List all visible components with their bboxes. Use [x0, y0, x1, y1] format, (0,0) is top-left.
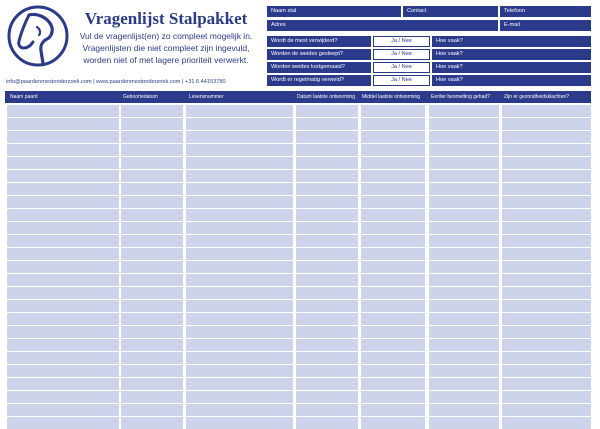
table-cell[interactable] [296, 209, 358, 221]
table-cell[interactable] [186, 118, 293, 130]
table-cell[interactable] [361, 157, 425, 169]
hoe-vaak-field[interactable]: Hoe vaak? [432, 49, 591, 60]
table-cell[interactable] [121, 196, 183, 208]
table-cell[interactable] [296, 287, 358, 299]
table-cell[interactable] [502, 235, 591, 247]
table-cell[interactable] [296, 170, 358, 182]
page-title: Vragenlijst Stalpakket [84, 9, 248, 28]
table-cell[interactable] [429, 404, 499, 416]
table-cell[interactable] [186, 196, 293, 208]
table-cell[interactable] [502, 209, 591, 221]
table-cell[interactable] [121, 274, 183, 286]
table-cell[interactable] [502, 131, 591, 143]
question-label: Wordt de mest verwijderd? [267, 36, 371, 47]
table-cell[interactable] [121, 313, 183, 325]
table-cell[interactable] [429, 300, 499, 312]
table-cell[interactable] [361, 378, 425, 390]
table-cell[interactable] [502, 261, 591, 273]
table-cell[interactable] [186, 183, 293, 195]
column-header: Naam paard [10, 94, 38, 100]
table-cell[interactable] [361, 235, 425, 247]
table-cell[interactable] [502, 365, 591, 377]
table-cell[interactable] [502, 157, 591, 169]
table-cell[interactable] [361, 261, 425, 273]
table-cell[interactable] [361, 417, 425, 429]
email-field[interactable]: E-mail [500, 20, 591, 31]
table-cell[interactable] [7, 378, 119, 390]
table-cell[interactable] [186, 417, 293, 429]
table-cell[interactable] [502, 183, 591, 195]
table-cell[interactable] [429, 248, 499, 260]
table-cell[interactable] [121, 157, 183, 169]
table-cell[interactable] [296, 157, 358, 169]
table-cell[interactable] [7, 417, 119, 429]
table-cell[interactable] [121, 170, 183, 182]
table-cell[interactable] [429, 183, 499, 195]
table-cell[interactable] [186, 365, 293, 377]
table-cell[interactable] [7, 157, 119, 169]
table-cell[interactable] [429, 222, 499, 234]
table-cell[interactable] [186, 326, 293, 338]
column-header: Middel laatste ontworming [362, 94, 421, 100]
table-cell[interactable] [186, 274, 293, 286]
table-cell[interactable] [121, 404, 183, 416]
table-cell[interactable] [296, 196, 358, 208]
table-cell[interactable] [361, 105, 425, 117]
table-cell[interactable] [7, 131, 119, 143]
table-cell[interactable] [186, 261, 293, 273]
table-cell[interactable] [121, 287, 183, 299]
table-cell[interactable] [121, 326, 183, 338]
table-cell[interactable] [121, 417, 183, 429]
table-cell[interactable] [7, 352, 119, 364]
question-label: Worden weides kortgemaaid? [267, 62, 371, 73]
table-cell[interactable] [429, 196, 499, 208]
table-cell[interactable] [361, 248, 425, 260]
table-cell[interactable] [502, 391, 591, 403]
ja-nee-field[interactable]: Ja / Nee [373, 36, 430, 47]
table-cell[interactable] [121, 391, 183, 403]
table-cell[interactable] [186, 222, 293, 234]
table-cell[interactable] [429, 365, 499, 377]
table-cell[interactable] [502, 196, 591, 208]
table-cell[interactable] [7, 261, 119, 273]
naam-stal-field[interactable]: Naam stal [267, 6, 401, 17]
table-cell[interactable] [429, 352, 499, 364]
table-cell[interactable] [429, 118, 499, 130]
table-cell[interactable] [186, 144, 293, 156]
hoe-vaak-field[interactable]: Hoe vaak? [432, 36, 591, 47]
table-cell[interactable] [429, 105, 499, 117]
table-cell[interactable] [186, 352, 293, 364]
table-cell[interactable] [502, 287, 591, 299]
table-cell[interactable] [429, 339, 499, 351]
table-cell[interactable] [186, 209, 293, 221]
table-cell[interactable] [361, 326, 425, 338]
table-cell[interactable] [186, 339, 293, 351]
table-cell[interactable] [7, 235, 119, 247]
table-cell[interactable] [296, 404, 358, 416]
table-cell[interactable] [121, 339, 183, 351]
table-cell[interactable] [429, 170, 499, 182]
table-cell[interactable] [7, 326, 119, 338]
table-cell[interactable] [296, 183, 358, 195]
table-cell[interactable] [361, 170, 425, 182]
table-cell[interactable] [429, 209, 499, 221]
table-cell[interactable] [121, 222, 183, 234]
table-cell[interactable] [121, 118, 183, 130]
table-cell[interactable] [296, 248, 358, 260]
table-cell[interactable] [361, 313, 425, 325]
table-cell[interactable] [361, 118, 425, 130]
table-cell[interactable] [7, 209, 119, 221]
table-cell[interactable] [429, 417, 499, 429]
table-cell[interactable] [361, 183, 425, 195]
table-cell[interactable] [429, 274, 499, 286]
column-header: Levensnummer [189, 94, 224, 100]
table-cell[interactable] [361, 365, 425, 377]
table-cell[interactable] [429, 287, 499, 299]
table-cell[interactable] [361, 404, 425, 416]
table-cell[interactable] [361, 131, 425, 143]
table-cell[interactable] [296, 118, 358, 130]
table-cell[interactable] [121, 105, 183, 117]
table-cell[interactable] [361, 300, 425, 312]
table-cell[interactable] [296, 274, 358, 286]
column-header: Eerder besmetting gehad? [431, 94, 490, 100]
hoe-vaak-field[interactable]: Hoe vaak? [432, 62, 591, 73]
instruction-line: worden niet of met lagere prioriteit verwerkt. [83, 55, 249, 65]
table-header [5, 91, 591, 103]
table-cell[interactable] [296, 300, 358, 312]
table-cell[interactable] [296, 261, 358, 273]
adres-field[interactable]: Adres [267, 20, 498, 31]
table-cell[interactable] [429, 131, 499, 143]
table-cell[interactable] [186, 391, 293, 403]
table-cell[interactable] [502, 313, 591, 325]
table-cell[interactable] [296, 222, 358, 234]
table-cell[interactable] [296, 339, 358, 351]
table-cell[interactable] [502, 300, 591, 312]
table-cell[interactable] [429, 157, 499, 169]
table-cell[interactable] [121, 300, 183, 312]
table-cell[interactable] [7, 118, 119, 130]
table-cell[interactable] [502, 248, 591, 260]
table-cell[interactable] [186, 248, 293, 260]
table-cell[interactable] [296, 352, 358, 364]
table-cell[interactable] [429, 378, 499, 390]
table-cell[interactable] [121, 261, 183, 273]
table-cell[interactable] [121, 378, 183, 390]
ja-nee-field[interactable]: Ja / Nee [373, 49, 430, 60]
table-cell[interactable] [361, 339, 425, 351]
table-cell[interactable] [296, 105, 358, 117]
table-cell[interactable] [429, 313, 499, 325]
question-label: Worden de weides gesleept? [267, 49, 371, 60]
table-cell[interactable] [7, 313, 119, 325]
table-cell[interactable] [186, 131, 293, 143]
table-cell[interactable] [361, 209, 425, 221]
table-cell[interactable] [121, 235, 183, 247]
table-cell[interactable] [502, 417, 591, 429]
table-cell[interactable] [429, 261, 499, 273]
table-cell[interactable] [186, 378, 293, 390]
table-cell[interactable] [296, 313, 358, 325]
table-cell[interactable] [186, 170, 293, 182]
table-cell[interactable] [7, 248, 119, 260]
table-cell[interactable] [502, 105, 591, 117]
telefoon-field[interactable]: Telefoon [500, 6, 591, 17]
table-cell[interactable] [186, 313, 293, 325]
ja-nee-field[interactable]: Ja / Nee [373, 62, 430, 73]
table-cell[interactable] [296, 144, 358, 156]
table-cell[interactable] [7, 365, 119, 377]
table-cell[interactable] [502, 222, 591, 234]
table-cell[interactable] [186, 105, 293, 117]
table-cell[interactable] [429, 326, 499, 338]
table-cell[interactable] [296, 378, 358, 390]
instruction-line: Vul de vragenlijst(en) zo compleet mogelijk in. [79, 31, 253, 41]
table-cell[interactable] [429, 144, 499, 156]
instruction-line: Vragenlijsten die niet compleet zijn ingevuld, [82, 43, 250, 53]
table-cell[interactable] [121, 183, 183, 195]
table-cell[interactable] [502, 326, 591, 338]
question-label: Wordt er regelmatig verweid? [267, 75, 371, 86]
table-cell[interactable] [502, 339, 591, 351]
table-cell[interactable] [7, 196, 119, 208]
column-header: Zijn er gezondheidsklachten? [504, 94, 570, 100]
column-header: Geboortedatum [123, 94, 158, 100]
table-cell[interactable] [7, 105, 119, 117]
table-cell[interactable] [502, 118, 591, 130]
table-cell[interactable] [296, 391, 358, 403]
table-cell[interactable] [502, 144, 591, 156]
table-cell[interactable] [121, 144, 183, 156]
table-cell[interactable] [429, 235, 499, 247]
table-cell[interactable] [429, 391, 499, 403]
table-cell[interactable] [7, 287, 119, 299]
table-cell[interactable] [7, 339, 119, 351]
table-cell[interactable] [7, 274, 119, 286]
table-cell[interactable] [296, 131, 358, 143]
table-cell[interactable] [121, 131, 183, 143]
table-cell[interactable] [361, 196, 425, 208]
ja-nee-field[interactable]: Ja / Nee [373, 75, 430, 86]
table-cell[interactable] [361, 287, 425, 299]
column-header: Datum laatste ontworming [297, 94, 356, 100]
table-cell[interactable] [7, 404, 119, 416]
table-cell[interactable] [186, 157, 293, 169]
table-cell[interactable] [186, 287, 293, 299]
table-cell[interactable] [502, 378, 591, 390]
table-cell[interactable] [502, 404, 591, 416]
table-cell[interactable] [121, 365, 183, 377]
table-cell[interactable] [361, 144, 425, 156]
table-cell[interactable] [186, 235, 293, 247]
table-cell[interactable] [7, 300, 119, 312]
instructions [60, 30, 272, 66]
table-cell[interactable] [361, 352, 425, 364]
table-cell[interactable] [186, 404, 293, 416]
table-cell[interactable] [361, 391, 425, 403]
table-cell[interactable] [7, 144, 119, 156]
table-cell[interactable] [296, 365, 358, 377]
table-cell[interactable] [296, 326, 358, 338]
table-cell[interactable] [7, 222, 119, 234]
table-cell[interactable] [121, 352, 183, 364]
table-cell[interactable] [7, 391, 119, 403]
contact-info: info@paardenmestonderzoek.com | www.paardenmestonderzoek.com | +31 6 44153780 [6, 79, 226, 85]
table-cell[interactable] [121, 209, 183, 221]
table-cell[interactable] [296, 417, 358, 429]
table-cell[interactable] [7, 170, 119, 182]
table-cell[interactable] [502, 352, 591, 364]
table-cell[interactable] [296, 235, 358, 247]
table-cell[interactable] [361, 222, 425, 234]
table-cell[interactable] [502, 170, 591, 182]
table-cell[interactable] [502, 274, 591, 286]
table-cell[interactable] [361, 274, 425, 286]
contact-field[interactable]: Contact [403, 6, 498, 17]
table-cell[interactable] [7, 183, 119, 195]
hoe-vaak-field[interactable]: Hoe vaak? [432, 75, 591, 86]
table-cell[interactable] [121, 248, 183, 260]
table-cell[interactable] [186, 300, 293, 312]
